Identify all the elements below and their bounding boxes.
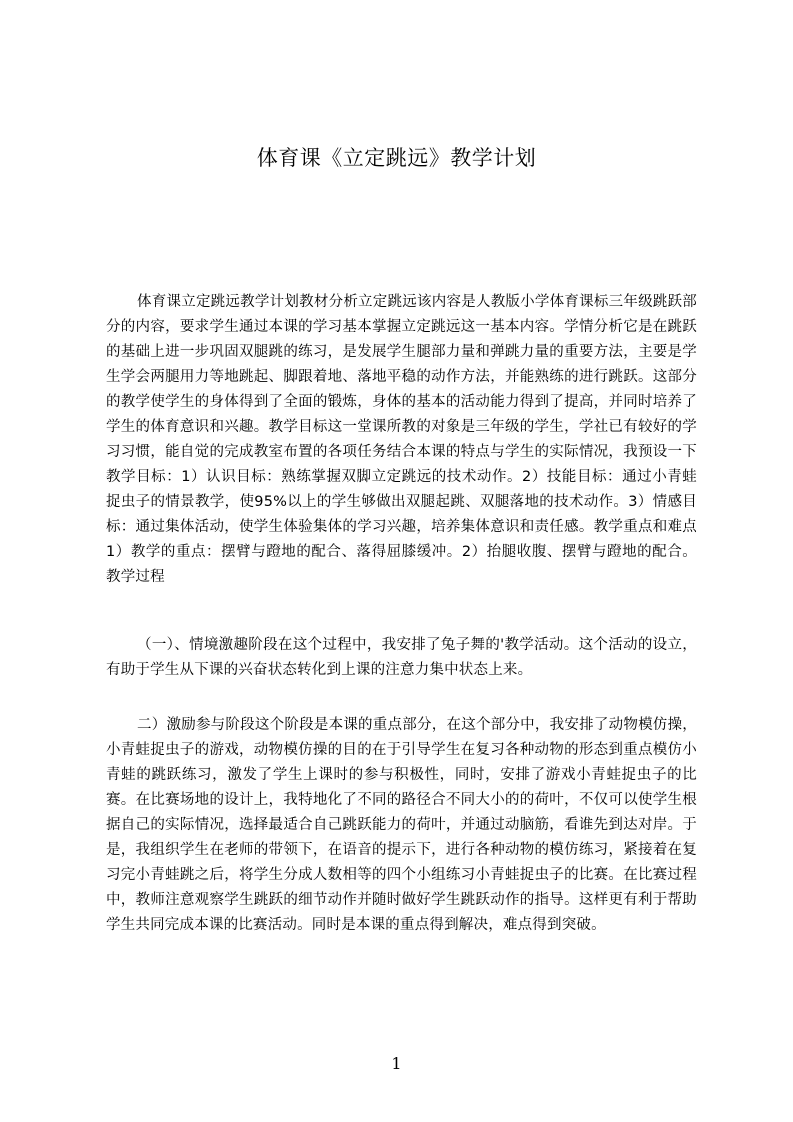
paragraph-stage-two: 二）激励参与阶段这个阶段是本课的重点部分，在这个部分中，我安排了动物模仿操，小青蛙捉虫子的游戏，动物模仿操的目的在于引导学生在复习各种动物的形态到重点模仿小青蛙的跳跃练习，激发了学生上课时的参与积极性，同时，安排了游戏小青蛙捉虫子的比赛。在比赛场地的设计上，我特地化了不同的路径合不同大小的的荷叶，不仅可以使学生根据自己的实际情况，选择最适合自己跳跃能力的荷叶，并通过动脑筋，看谁先到达对岸。于是，我组织学生在老师的带领下，在语音的提示下，进行各种动物的模仿练习，紧接着在复习完小青蛙跳之后，将学生分成人数相等的四个小组练习小青蛙捉虫子的比赛。在比赛过程中，教师注意观察学生跳跃的细节动作并随时做好学生跳跃动作的指导。这样更有利于帮助学生共同完成本课的比赛活动。同时是本课的重点得到解决，难点得到突破。 <box>106 717 697 933</box>
paragraph-overview: 体育课立定跳远教学计划教材分析立定跳远该内容是人教版小学体育课标三年级跳跃部分的内容，要求学生通过本课的学习基本掌握立定跳远这一基本内容。学情分析它是在跳跃的基础上进一步巩固双腿跳的练习，是发展学生腿部力量和弹跳力量的重要方法，主要是学生学会两腿用力等地跳起、脚跟着地、落地平稳的动作方法，并能熟练的进行跳跃。这部分的教学使学生的身体得到了全面的锻炼，身体的基本的活动能力得到了提高，并同时培养了学生的体育意识和兴趣。教学目标这一堂课所教的对象是三年级的学生，学社已有较好的学习习惯，能自觉的完成教室布置的各项任务结合本课的特点与学生的实际情况，我预设一下教学目标：1）认识目标：熟练掌握双脚立定跳远的技术动作。2）技能目标：通过小青蛙捉虫子的情景教学，使95%以上的学生够做出双腿起跳、双腿落地的技术动作。3）情感目标：通过集体活动，使学生体验集体的学习兴趣，培养集体意识和责任感。教学重点和难点1）教学的重点：摆臂与蹬地的配合、落得屈膝缓冲。2）抬腿收腹、摆臂与蹬地的配合。教学过程 <box>106 294 697 585</box>
document-title: 体育课《立定跳远》教学计划 <box>256 146 537 170</box>
page-number: 1 <box>391 1054 402 1073</box>
paragraph-stage-one: （一）、情境激趣阶段在这个过程中，我安排了兔子舞的'教学活动。这个活动的设立，有助于学生从下课的兴奋状态转化到上课的注意力集中状态上来。 <box>106 637 697 678</box>
